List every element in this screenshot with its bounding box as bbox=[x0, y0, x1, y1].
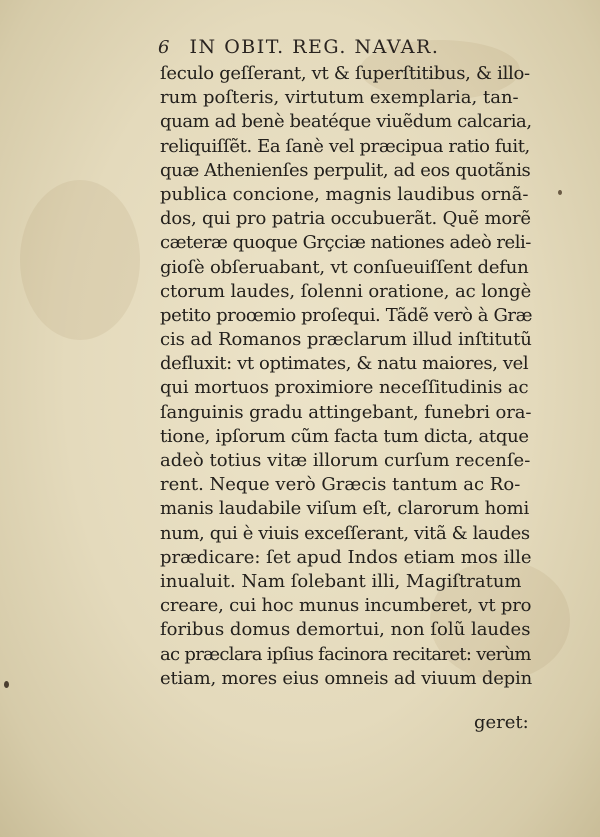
page-header bbox=[158, 36, 538, 62]
text-line: petito proœmio proſequi. Tãdẽ verò à Græ bbox=[160, 304, 532, 326]
paper-stain bbox=[20, 180, 140, 340]
text-line: dos, qui pro patria occubuerãt. Quẽ morẽ bbox=[160, 208, 531, 230]
text-line: reliquiſſẽt. Ea ſanè vel præcipua ratio fuit, bbox=[160, 135, 530, 157]
text-line: publica concione, magnis laudibus ornã- bbox=[160, 183, 529, 205]
body-text bbox=[160, 62, 532, 691]
text-line: ctorum laudes, ſolenni oratione, ac longè bbox=[160, 280, 532, 302]
text-line: cis ad Romanos præclarum illud inſtitutũ bbox=[160, 329, 532, 351]
text-line: prædicare: ſet apud Indos etiam mos ille bbox=[160, 546, 532, 568]
text-line: creare, cui hoc munus incumberet, vt pro bbox=[160, 595, 532, 617]
text-line: ac præclara ipſius facinora recitaret: verùm bbox=[160, 643, 531, 665]
text-line: inualuit. Nam ſolebant illi, Magiſtratum bbox=[160, 570, 522, 592]
text-line: cæteræ quoque Grçciæ nationes adeò reli- bbox=[160, 232, 531, 254]
text-line: quam ad benè beatéque viuẽdum calcaria, bbox=[160, 111, 532, 133]
text-line: gioſè obſeruabant, vt conſueuiſſent defun bbox=[160, 256, 529, 278]
running-title: IN OBIT. REG. NAVAR. bbox=[189, 36, 440, 58]
text-line: defluxit: vt optimates, & natu maiores, vel bbox=[160, 353, 529, 375]
margin-ink-mark bbox=[4, 681, 9, 688]
page-number: 6 bbox=[158, 37, 171, 58]
text-line: qui mortuos proximiore neceſſitudinis ac bbox=[160, 377, 529, 399]
text-line: quæ Athenienſes perpulit, ad eos quotãnis bbox=[160, 159, 531, 181]
margin-ink-mark bbox=[558, 190, 562, 195]
text-line: rum poſteris, virtutum exemplaria, tan- bbox=[160, 87, 519, 109]
text-line: adeò totius vitæ illorum curſum recenſe- bbox=[160, 450, 531, 471]
catchword: geret: bbox=[474, 712, 529, 733]
text-line: foribus domus demortui, non ſolũ laudes bbox=[160, 619, 531, 641]
text-line: tione, ipſorum cũm facta tum dicta, atque bbox=[160, 425, 529, 447]
text-line: etiam, mores eius omneis ad viuum depin bbox=[160, 667, 532, 689]
text-line: ſanguinis gradu attingebant, funebri ora- bbox=[160, 401, 532, 423]
text-line: manis laudabile viſum eſt, clarorum homi bbox=[160, 498, 530, 520]
text-line: num, qui è viuis exceſſerant, vitã & laudes bbox=[160, 522, 530, 544]
text-line: rent. Neque verò Græcis tantum ac Ro- bbox=[160, 474, 521, 496]
text-line: ſeculo geſſerant, vt & ſuperſtitibus, & illo- bbox=[160, 63, 530, 84]
